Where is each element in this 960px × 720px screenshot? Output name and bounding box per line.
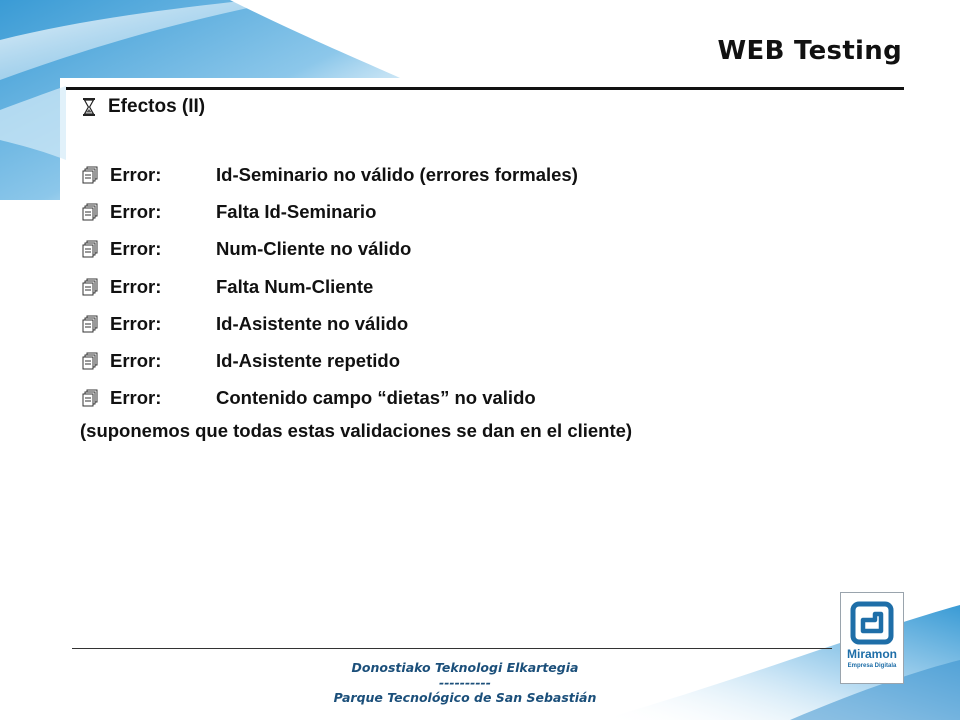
footer-line-1: Donostiako Teknologi Elkartegia	[351, 660, 579, 675]
error-text: Contenido campo “dietas” no valido	[216, 387, 536, 409]
footnote: (suponemos que todas estas validaciones se dan en el cliente)	[80, 420, 633, 441]
error-prefix: Error:	[110, 312, 162, 334]
document-stack-icon	[82, 240, 98, 258]
error-text: Id-Asistente no válido	[216, 312, 409, 334]
document-stack-icon	[82, 166, 98, 184]
error-prefix: Error:	[110, 350, 162, 372]
title-divider	[66, 87, 904, 90]
miramon-logo	[840, 592, 904, 684]
section-heading-label: Efectos (II)	[108, 96, 206, 117]
list-item	[82, 305, 578, 342]
list-item	[82, 268, 578, 305]
list-item	[82, 156, 578, 193]
error-prefix: Error:	[110, 200, 162, 222]
document-stack-icon	[82, 352, 98, 370]
footer-divider	[72, 648, 832, 649]
section-heading	[82, 96, 205, 118]
error-text: Falta Id-Seminario	[216, 200, 377, 222]
error-list	[82, 156, 578, 417]
list-item	[82, 231, 578, 268]
footer	[290, 660, 640, 705]
footer-line-2: Parque Tecnológico de San Sebastián	[333, 690, 597, 705]
footer-separator: ----------	[439, 675, 491, 690]
logo-name: Miramon	[846, 647, 897, 661]
error-text: Id-Asistente repetido	[216, 350, 400, 372]
list-item	[82, 342, 578, 379]
error-prefix: Error:	[110, 238, 162, 260]
document-stack-icon	[82, 203, 98, 221]
miramon-logo-icon	[850, 601, 894, 645]
error-text: Id-Seminario no válido (errores formales)	[216, 163, 578, 185]
hourglass-icon	[82, 97, 96, 117]
error-prefix: Error:	[110, 387, 162, 409]
error-prefix: Error:	[110, 275, 162, 297]
list-item	[82, 193, 578, 230]
slide-title: WEB Testing	[717, 36, 902, 66]
logo-subtitle: Empresa Digitala	[847, 663, 897, 669]
list-item	[82, 380, 578, 417]
document-stack-icon	[82, 389, 98, 407]
document-stack-icon	[82, 278, 98, 296]
error-prefix: Error:	[110, 163, 162, 185]
error-text: Falta Num-Cliente	[216, 275, 374, 297]
error-text: Num-Cliente no válido	[216, 238, 412, 260]
document-stack-icon	[82, 315, 98, 333]
